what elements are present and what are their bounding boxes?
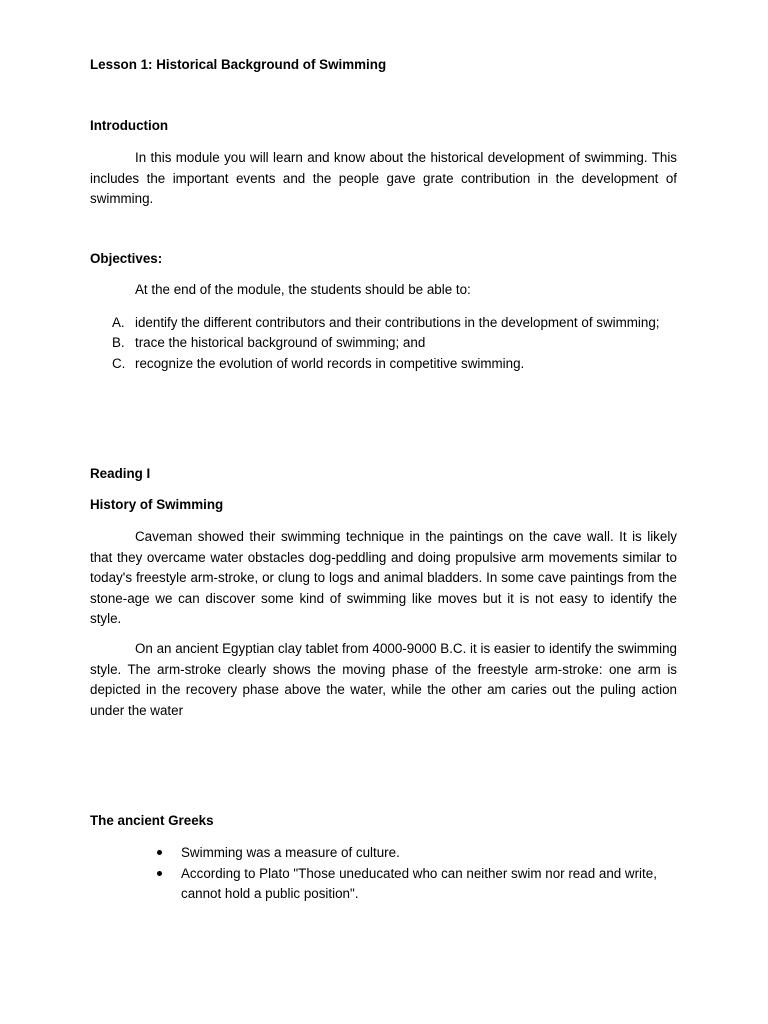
- reading-paragraph-2: On an ancient Egyptian clay tablet from 4000-9000 B.C. it is easier to identify the swimming style. The arm-stroke clearly shows the moving phase of the freestyle arm-stroke: one arm is depicted in the recovery phase above the water, while the other am caries out the puling action under the water: [90, 641, 677, 718]
- list-marker: B.: [112, 335, 125, 351]
- reading-heading: Reading I: [90, 466, 151, 481]
- lesson-title: Lesson 1: Historical Background of Swimming: [90, 57, 387, 72]
- bullet-text: According to Plato "Those uneducated who can neither swim nor read and write, cannot hold a public position".: [181, 865, 657, 902]
- objective-item: [90, 313, 677, 333]
- objectives-heading: Objectives:: [90, 251, 163, 266]
- bullet-icon: [157, 850, 162, 855]
- objective-item: [90, 354, 677, 374]
- objectives-list: [90, 313, 677, 374]
- greeks-heading: The ancient Greeks: [90, 813, 214, 828]
- reading-paragraph-1: Caveman showed their swimming technique in the paintings on the cave wall. It is likely that they overcame water obstacles dog-peddling and doing propulsive arm movements similar to today's freestyle arm-stroke, or clung to logs and animal bladders. In some cave paintings from the stone-age we can discover some kind of swimming like moves but it is not easy to identify the style.: [90, 529, 677, 627]
- bullet-item: [90, 864, 677, 905]
- list-marker: A.: [112, 315, 125, 330]
- bullet-icon: [157, 871, 162, 876]
- history-subheading: History of Swimming: [90, 497, 224, 512]
- objective-text: trace the historical background of swimming; and: [135, 335, 426, 351]
- objective-item: [90, 333, 677, 353]
- objective-text: recognize the evolution of world records in competitive swimming.: [135, 355, 525, 371]
- bullet-text: Swimming was a measure of culture.: [181, 845, 400, 860]
- greeks-bullet-list: [90, 843, 677, 905]
- introduction-heading: Introduction: [90, 118, 169, 133]
- objectives-lead: At the end of the module, the students should be able to:: [135, 282, 471, 297]
- list-marker: C.: [112, 355, 126, 371]
- bullet-item: [90, 843, 677, 864]
- introduction-paragraph: In this module you will learn and know about the historical development of swimming. This includes the important events and the people gave grate contribution in the development of swimming.: [90, 150, 677, 207]
- objective-text: identify the different contributors and their contributions in the development of swimming;: [135, 315, 660, 330]
